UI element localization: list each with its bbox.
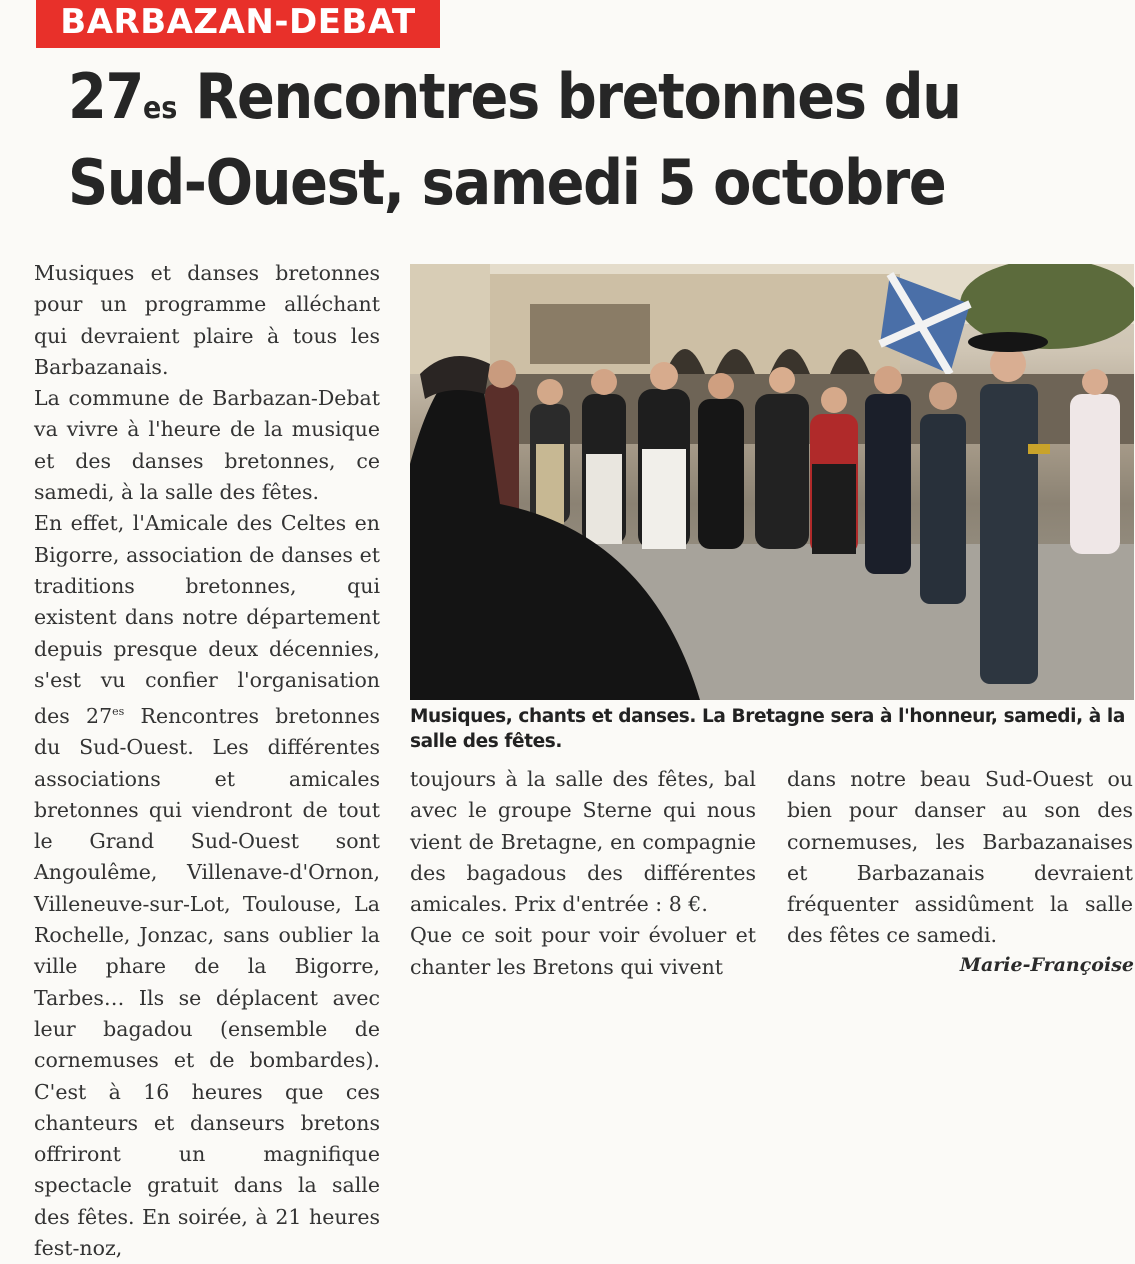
headline-line-1: $27^{es}$ Rencontres bretonnes du bbox=[68, 60, 961, 133]
article-column-3 bbox=[787, 764, 1133, 952]
dancers-photo bbox=[410, 264, 1134, 700]
body-paragraph-2: La commune de Barbazan-Debat va vivre à l'heure de la musique et des danses bretonnes, ce samedi, à la salle des fêtes. bbox=[34, 386, 380, 505]
headline bbox=[68, 54, 1013, 226]
headline-line-2: Sud-Ouest, samedi 5 octobre bbox=[68, 146, 946, 219]
author-byline: Marie-Françoise bbox=[959, 954, 1134, 976]
body-paragraph-3-continued: toujours à la salle des fêtes, bal avec le groupe Sterne qui nous vient de Bretagne, en compagnie des bagadous des différentes amicales. Prix d'entrée : 8 €. bbox=[410, 767, 756, 917]
section-kicker: BARBAZAN-DEBAT bbox=[36, 0, 440, 48]
body-paragraph-4-continued: dans notre beau Sud-Ouest ou bien pour danser au son des cornemuses, les Barbazanaises et Barbazanais devraient fréquenter assidûment la salle des fêtes ce samedi. bbox=[787, 767, 1133, 948]
breton-dancers-image bbox=[410, 264, 1134, 700]
body-paragraph-4: Que ce soit pour voir évoluer et chanter les Bretons qui vivent bbox=[410, 923, 756, 979]
photo-caption: Musiques, chants et danses. La Bretagne sera à l'honneur, samedi, à la salle des fêtes. bbox=[410, 706, 1125, 752]
intro-paragraph: Musiques et danses bretonnes pour un programme alléchant qui devraient plaire à tous les Barbazanais. bbox=[34, 261, 380, 379]
article-column-2 bbox=[410, 764, 756, 983]
article-column-1 bbox=[34, 258, 380, 1264]
body-paragraph-3: En effet, l'Amicale des Celtes en Bigorre, association de danses et traditions bretonnes, qui existent dans notre département depuis presque deux décennies, s'est vu confier l'organisation des $27^{es}$ Rencontres bretonnes du Sud-Ouest. Les différentes associations et amicales bretonnes qui viendront de tout le Grand Sud-Ouest sont Angoulême, Villenave-d'Ornon, Villeneuve-sur-Lot, Toulouse, La Rochelle, Jonzac, sans oublier la ville phare de la Bigorre, Tarbes… Ils se déplacent avec leur bagadou (ensemble de cornemuses et de bombardes). C'est à 16 heures que ces chanteurs et danseurs bretons offriront un magnifique spectacle gratuit dans la salle des fêtes. En soirée, à 21 heures fest-noz, bbox=[34, 511, 380, 1261]
